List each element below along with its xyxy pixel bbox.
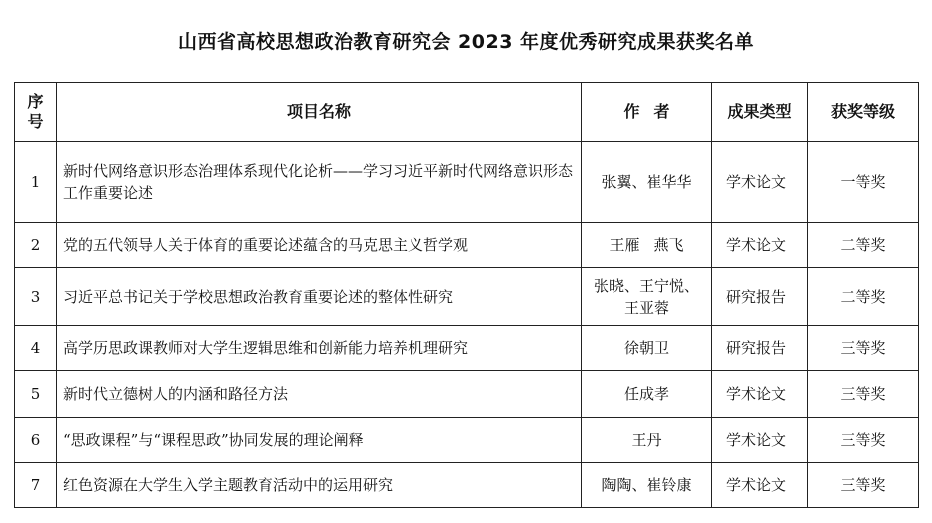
row-author: 徐朝卫	[582, 326, 712, 371]
header-project-name: 项目名称	[57, 83, 582, 142]
row-author	[582, 268, 712, 326]
table-row	[15, 463, 919, 508]
row-index: 6	[15, 418, 57, 463]
table-row	[15, 142, 919, 223]
row-author: 任成孝	[582, 371, 712, 418]
table-row	[15, 268, 919, 326]
row-award-level: 三等奖	[808, 371, 919, 418]
row-index: 3	[15, 268, 57, 326]
header-index-line1: 序	[27, 92, 44, 111]
row-author-part2: 燕飞	[653, 236, 684, 254]
row-author-line2: 王亚蓉	[623, 298, 669, 317]
table-row	[15, 371, 919, 418]
row-index: 1	[15, 142, 57, 223]
table-header-row	[15, 83, 919, 142]
header-author-label: 作者	[623, 102, 684, 121]
row-result-type: 研究报告	[712, 326, 808, 371]
row-award-level: 一等奖	[808, 142, 919, 223]
row-award-level: 三等奖	[808, 418, 919, 463]
table-row	[15, 326, 919, 371]
row-author: 张翼、崔华华	[582, 142, 712, 223]
table-row	[15, 223, 919, 268]
row-author: 陶陶、崔铃康	[582, 463, 712, 508]
row-project-name: “思政课程”与“课程思政”协同发展的理论阐释	[57, 418, 582, 463]
row-award-level: 三等奖	[808, 463, 919, 508]
row-index: 5	[15, 371, 57, 418]
header-result-type: 成果类型	[712, 83, 808, 142]
award-table	[14, 82, 919, 508]
row-author-part1: 王雁	[609, 236, 640, 254]
row-award-level: 三等奖	[808, 326, 919, 371]
row-result-type: 学术论文	[712, 418, 808, 463]
header-author	[582, 83, 712, 142]
row-project-name: 红色资源在大学生入学主题教育活动中的运用研究	[57, 463, 582, 508]
row-result-type: 学术论文	[712, 223, 808, 268]
row-project-name: 高学历思政课教师对大学生逻辑思维和创新能力培养机理研究	[57, 326, 582, 371]
row-project-name: 新时代网络意识形态治理体系现代化论析——学习习近平新时代网络意识形态工作重要论述	[57, 142, 582, 223]
row-result-type: 研究报告	[712, 268, 808, 326]
row-project-name: 习近平总书记关于学校思想政治教育重要论述的整体性研究	[57, 268, 582, 326]
row-project-name: 党的五代领导人关于体育的重要论述蕴含的马克思主义哲学观	[57, 223, 582, 268]
row-award-level: 二等奖	[808, 268, 919, 326]
row-result-type: 学术论文	[712, 371, 808, 418]
row-project-name: 新时代立德树人的内涵和路径方法	[57, 371, 582, 418]
row-index: 4	[15, 326, 57, 371]
header-index	[15, 83, 57, 142]
header-award-level: 获奖等级	[808, 83, 919, 142]
row-result-type: 学术论文	[712, 463, 808, 508]
row-award-level: 二等奖	[808, 223, 919, 268]
row-author-line1: 张晓、王宁悦、	[593, 276, 699, 295]
page-title: 山西省高校思想政治教育研究会 2023 年度优秀研究成果获奖名单	[177, 31, 755, 53]
table-row	[15, 418, 919, 463]
row-index: 7	[15, 463, 57, 508]
row-result-type: 学术论文	[712, 142, 808, 223]
row-index: 2	[15, 223, 57, 268]
header-index-line2: 号	[27, 112, 44, 131]
row-author: 王丹	[582, 418, 712, 463]
row-author	[582, 223, 712, 268]
